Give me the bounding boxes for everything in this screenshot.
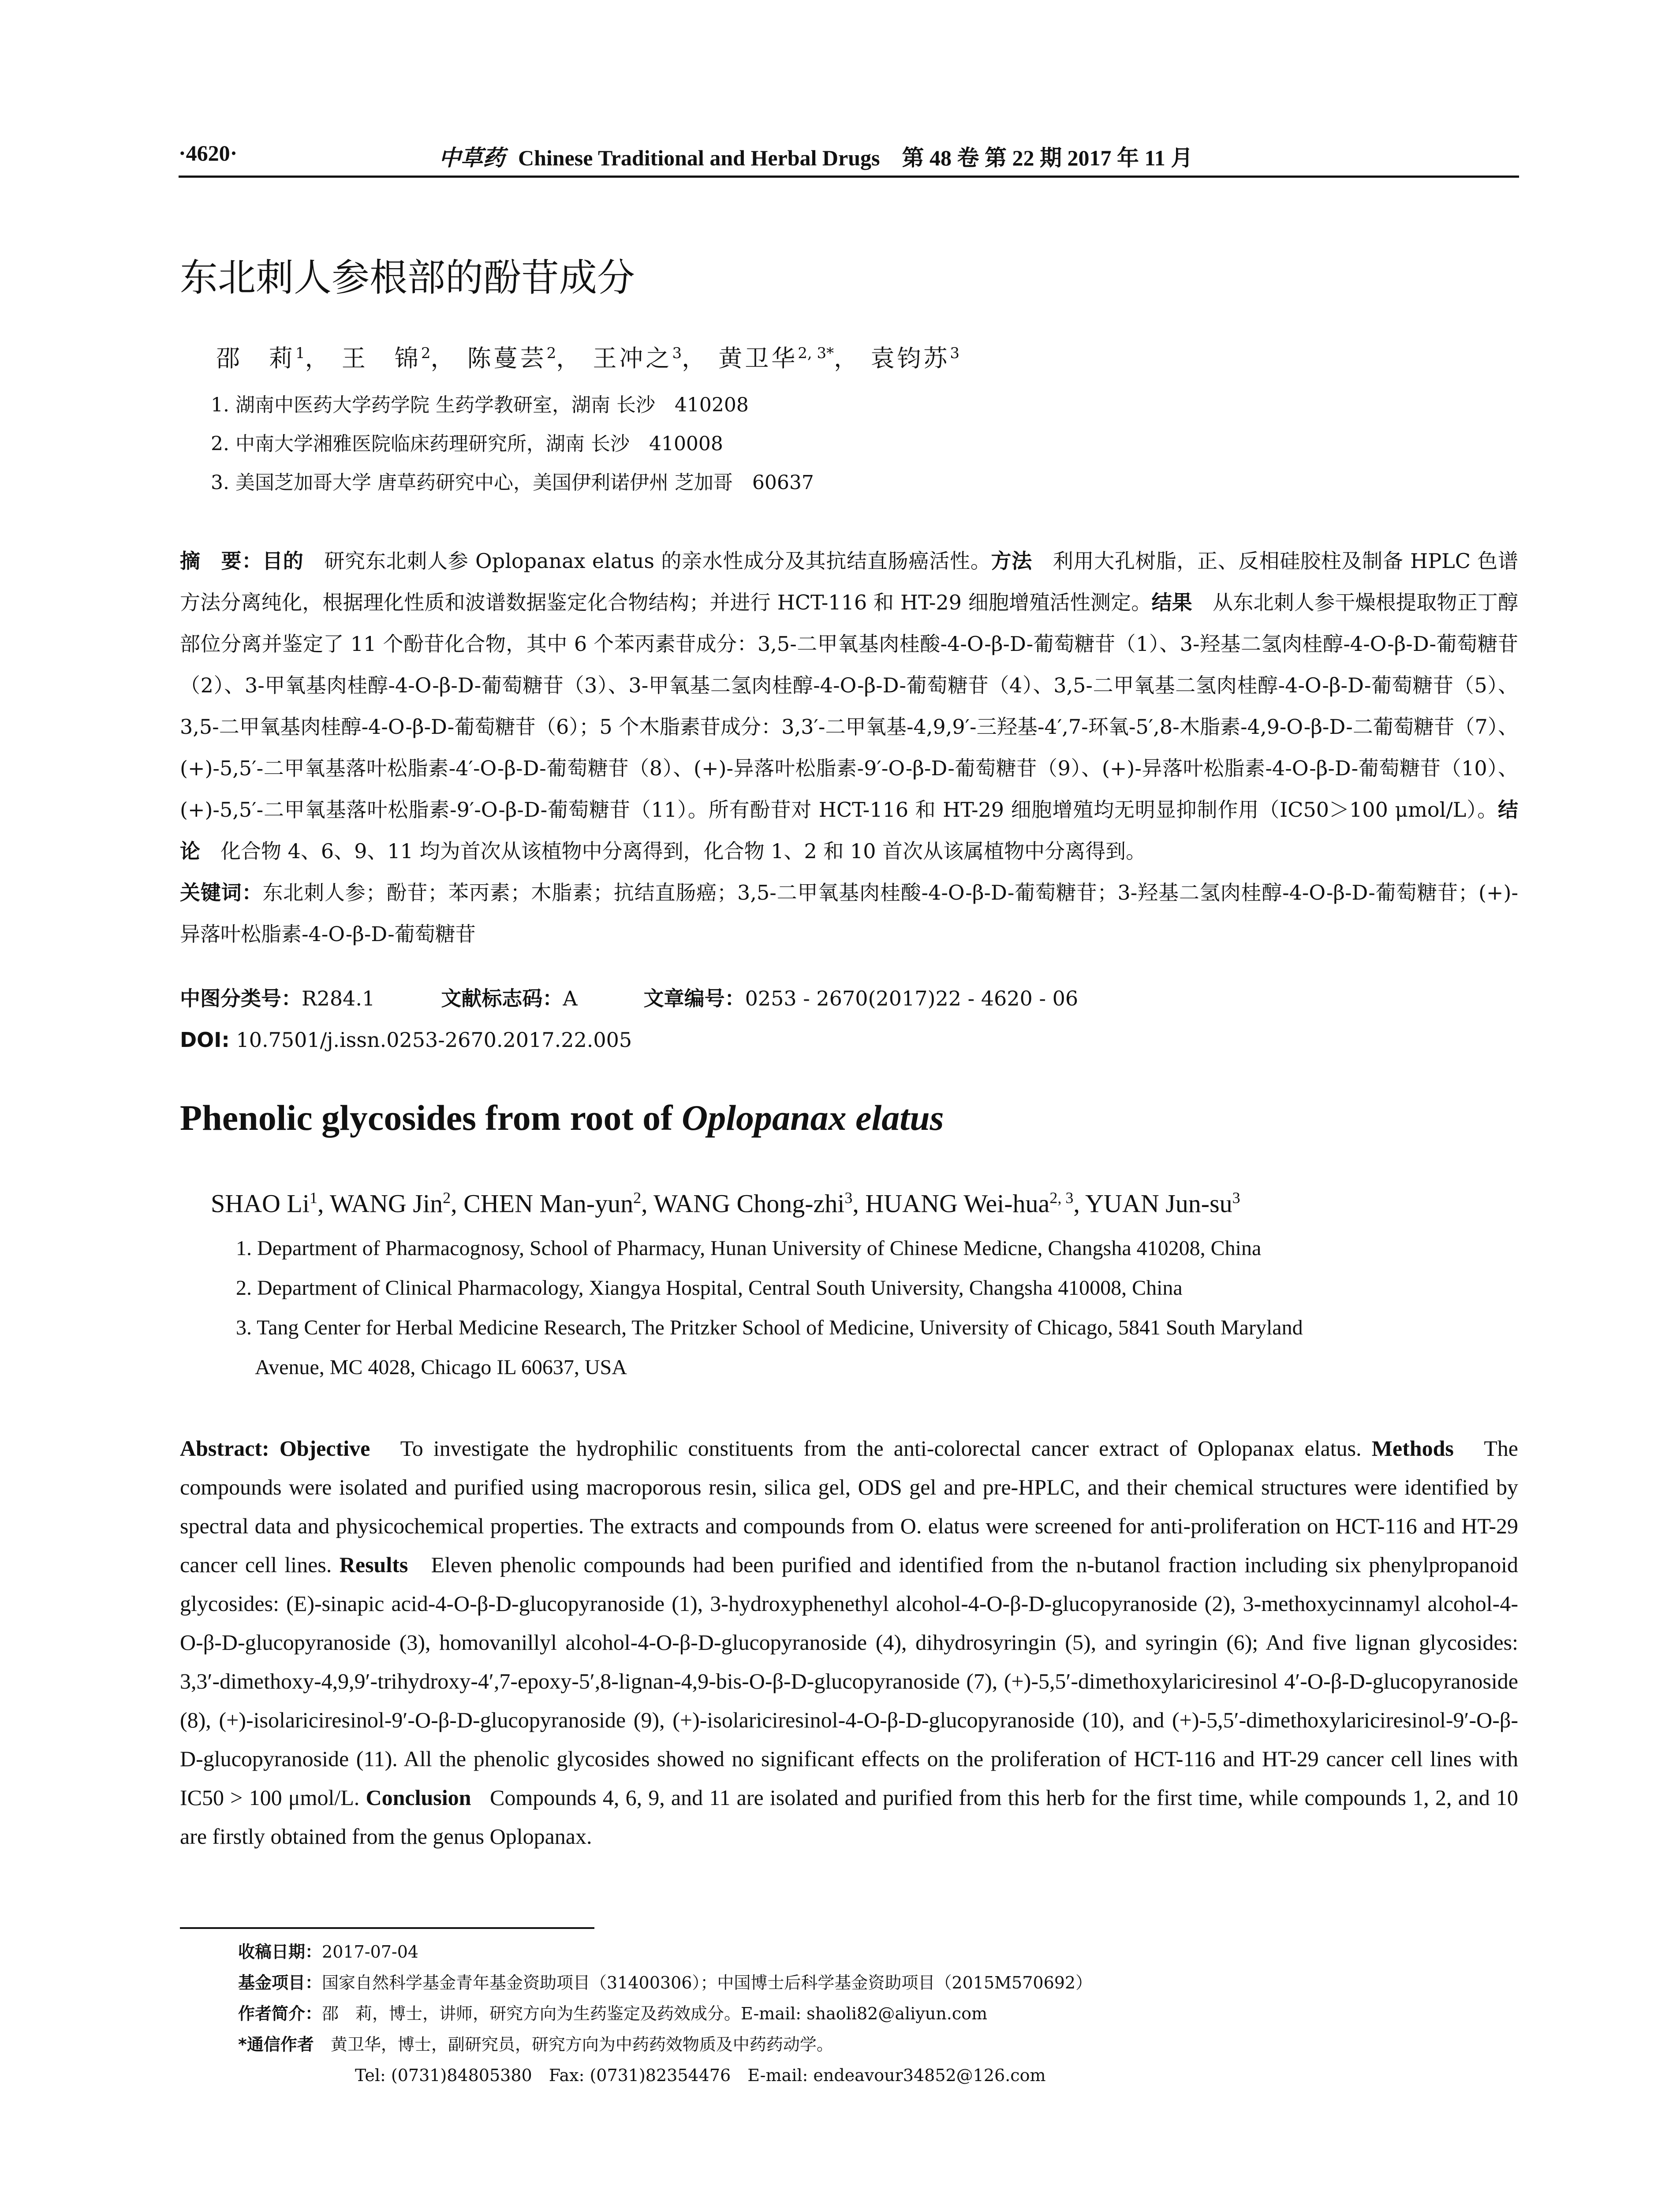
abstract-label: Abstract: xyxy=(180,1436,269,1461)
chinese-affiliation: 3. 美国芝加哥大学 唐草药研究中心，美国伊利诺伊州 芝加哥 60637 xyxy=(211,471,814,494)
author-affil-marker: 2 xyxy=(546,344,556,362)
author-affil-marker: 2 xyxy=(421,344,431,362)
abstract-label: 摘 要： xyxy=(180,549,263,573)
corresponding-author xyxy=(238,2031,833,2055)
author-name: SHAO Li xyxy=(211,1189,310,1218)
methods-label: Methods xyxy=(1371,1436,1454,1461)
article-no-value: 0253 - 2670(2017)22 - 4620 - 06 xyxy=(745,987,1079,1010)
author-affil-marker: 2, 3 xyxy=(1049,1189,1074,1207)
chinese-affiliation: 1. 湖南中医药大学药学院 生药学教研室，湖南 长沙 410208 xyxy=(211,394,749,416)
objective-label: Objective xyxy=(279,1436,370,1461)
author-affil-marker: 3 xyxy=(844,1189,853,1207)
author-separator: , xyxy=(641,1189,654,1218)
author-name: HUANG Wei-hua xyxy=(865,1189,1050,1218)
english-affiliation: 3. Tang Center for Herbal Medicine Research, The Pritzker School of Medicine, University of Chicago, 5841 South Maryland xyxy=(236,1316,1303,1339)
footnote-rule xyxy=(180,1927,594,1929)
author-affil-marker: 2 xyxy=(443,1189,451,1207)
english-abstract xyxy=(180,1429,1518,1856)
methods-text: The compounds were isolated and purified using macroporous resin, silica gel, ODS gel and pre-HPLC, and their chemical structures were identified by spectral data and physicochemical properties. The extracts and compounds from O. elatus were screened for anti-proliferation on HCT-116 and HT-29 cancer cell lines. xyxy=(180,1436,1518,1577)
doc-code-value: A xyxy=(563,987,578,1010)
author-name: WANG Chong-zhi xyxy=(653,1189,845,1218)
author-affil-marker: 3 xyxy=(950,344,959,362)
chinese-authors xyxy=(216,340,959,374)
classification-info xyxy=(180,978,1518,1061)
corr-label: *通信作者 xyxy=(238,2035,314,2054)
received-date xyxy=(238,1938,418,1962)
author-separator: ， xyxy=(305,344,332,372)
header-rule xyxy=(179,176,1519,178)
author-separator: , xyxy=(317,1189,330,1218)
conclusion-text: Compounds 4, 6, 9, and 11 are isolated and purified from this herb for the first time, while compounds 1, 2, and 10 are firstly obtained from the genus Oplopanax. xyxy=(180,1785,1519,1849)
funding-note xyxy=(238,1969,1092,1993)
author-name: 陈蔓芸 xyxy=(467,344,547,372)
author-name: WANG Jin xyxy=(329,1189,443,1218)
objective-label: 目的 xyxy=(262,549,304,573)
author-separator: ， xyxy=(682,344,709,372)
results-text: 从东北刺人参干燥根提取物正丁醇部位分离并鉴定了 11 个酚苷化合物，其中 6 个苯丙素苷成分：3,5-二甲氧基肉桂酸-4-O-β-D-葡萄糖苷（1）、3-羟基二氢肉桂醇-4-O-β-D-葡萄糖苷（2）、3-甲氧基肉桂醇-4-O-β-D-葡萄糖苷（3）、3-甲氧基二氢肉桂醇-4-O-β-D-葡萄糖苷（4）、3,5-二甲氧基二氢肉桂醇-4-O-β-D-葡萄糖苷（5）、3,5-二甲氧基肉桂醇-4-O-β-D-葡萄糖苷（6）；5 个木脂素苷成分：3,3′-二甲氧基-4,9,9′-三羟基-4′,7-环氧-5′,8-木脂素-4,9-O-β-D-二葡萄糖苷（7）、(+)-5,5′-二甲氧基落叶松脂素-4′-O-β-D-葡萄糖苷（8）、(+)-异落叶松脂素-9′-O-β-D-葡萄糖苷（9）、(+)-异落叶松脂素-4-O-β-D-葡萄糖苷（10）、(+)-5,5′-二甲氧基落叶松脂素-9′-O-β-D-葡萄糖苷（11）。所有酚苷对 HCT-116 和 HT-29 细胞增殖均无明显抑制作用（IC50＞100 μmol/L）。 xyxy=(180,590,1519,822)
results-text: Eleven phenolic compounds had been purified and identified from the n-butanol fraction including six phenylpropanoid glycosides: (E)-sinapic acid-4-O-β-D-glucopyranoside (1), 3-hydroxyphenethyl alcohol-4-O-β-D-glucopyranoside (2), 3-methoxycinnamyl alcohol-4-O-β-D-glucopyranoside (3), homovanillyl alcohol-4-O-β-D-glucopyranoside (4), dihydrosyringin (5), and syringin (6); And five lignan glycosides: 3,3′-dimethoxy-4,9,9′-trihydroxy-4′,7-epoxy-5′,8-lignan-4,9-bis-O-β-D-glucopyranoside (7), (+)-5,5′-dimethoxylariciresinol 4′-O-β-D-glucopyranoside (8), (+)-isolariciresinol-9′-O-β-D-glucopyranoside (9), (+)-isolariciresinol-4-O-β-D-glucopyranoside (10), and (+)-5,5′-dimethoxylariciresinol-9′-O-β-D-glucopyranoside (11). All the phenolic glycosides showed no significant effects on the proliferation of HCT-116 and HT-29 cancer cell lines with IC50 > 100 μmol/L. xyxy=(180,1552,1518,1810)
corr-value: 黄卫华，博士，副研究员，研究方向为中药药效物质及中药药动学。 xyxy=(330,2035,833,2054)
doi-value: 10.7501/j.issn.0253-2670.2017.22.005 xyxy=(236,1028,632,1052)
author-affil-marker: 3 xyxy=(1232,1189,1240,1207)
english-authors xyxy=(211,1188,1240,1218)
conclusion-label: 结论 xyxy=(180,798,1518,863)
author-name: 王 锦 xyxy=(341,344,421,372)
author-separator: ， xyxy=(430,344,457,372)
fund-value: 国家自然科学基金青年基金资助项目（31400306）；中国博士后科学基金资助项目（2015M570692） xyxy=(322,1973,1093,1992)
author-name: 王冲之 xyxy=(593,344,672,372)
journal-issue: Chinese Traditional and Herbal Drugs 第 48 卷 第 22 期 2017 年 11 月 xyxy=(518,146,1193,170)
english-affiliation: 2. Department of Clinical Pharmacology, Xiangya Hospital, Central South University, Changsha 410008, China xyxy=(236,1276,1183,1300)
methods-text: 利用大孔树脂，正、反相硅胶柱及制备 HPLC 色谱方法分离纯化，根据理化性质和波谱数据鉴定化合物结构；并进行 HCT-116 和 HT-29 细胞增殖活性测定。 xyxy=(180,549,1519,614)
results-label: Results xyxy=(339,1552,408,1577)
clc-label: 中图分类号： xyxy=(180,987,302,1010)
author-separator: , xyxy=(1073,1189,1086,1218)
english-affiliation: Avenue, MC 4028, Chicago IL 60637, USA xyxy=(255,1356,627,1379)
author-affil-marker: 1 xyxy=(309,1189,317,1207)
chinese-title: 东北刺人参根部的酚苷成分 xyxy=(180,256,635,300)
english-title xyxy=(180,1097,944,1139)
author-affil-marker: 2 xyxy=(633,1189,642,1207)
author-bio xyxy=(238,2000,987,2024)
received-label: 收稿日期： xyxy=(238,1942,322,1962)
corresponding-contact: Tel: (0731)84805380 Fax: (0731)82354476 E-mail: endeavour34852@126.com xyxy=(355,2066,1046,2085)
fund-label: 基金项目： xyxy=(238,1973,322,1992)
methods-label: 方法 xyxy=(991,549,1033,573)
chinese-affiliation: 2. 中南大学湘雅医院临床药理研究所，湖南 长沙 410008 xyxy=(211,433,723,455)
author-affil-marker: 1 xyxy=(295,344,305,362)
keywords-label: 关键词： xyxy=(180,881,263,904)
conclusion-text: 化合物 4、6、9、11 均为首次从该植物中分离得到，化合物 1、2 和 10 首次从该属植物中分离得到。 xyxy=(220,839,1146,863)
objective-text: To investigate the hydrophilic constituents from the anti-colorectal cancer extract of Oplopanax elatus. xyxy=(400,1436,1362,1461)
author-name: YUAN Jun-su xyxy=(1085,1189,1232,1218)
author-name: 邵 莉 xyxy=(216,344,295,372)
objective-text: 研究东北刺人参 Oplopanax elatus 的亲水性成分及其抗结直肠癌活性。 xyxy=(324,549,991,573)
author-separator: ， xyxy=(834,344,861,372)
page-number: ·4620· xyxy=(179,141,238,165)
author-bio-value: 邵 莉，博士，讲师，研究方向为生药鉴定及药效成分。E-mail: shaoli82@aliyun.com xyxy=(322,2004,987,2023)
author-bio-label: 作者简介： xyxy=(238,2004,322,2023)
author-name: 袁钧苏 xyxy=(870,344,950,372)
author-name: 黄卫华 xyxy=(718,344,798,372)
keywords-text: 东北刺人参；酚苷；苯丙素；木脂素；抗结直肠癌；3,5-二甲氧基肉桂酸-4-O-β-D-葡萄糖苷；3-羟基二氢肉桂醇-4-O-β-D-葡萄糖苷；(+)-异落叶松脂素-4-O-β-D-葡萄糖苷 xyxy=(180,881,1519,946)
article-no-label: 文章编号： xyxy=(643,987,745,1010)
author-separator: , xyxy=(451,1189,464,1218)
running-header xyxy=(179,140,1519,176)
english-title-species: Oplopanax elatus xyxy=(682,1098,944,1138)
received-value: 2017-07-04 xyxy=(322,1942,419,1962)
author-name: CHEN Man-yun xyxy=(463,1189,634,1218)
english-affiliation: 1. Department of Pharmacognosy, School of Pharmacy, Hunan University of Chinese Medicne, Changsha 410208, China xyxy=(236,1237,1262,1260)
journal-info xyxy=(439,140,1193,172)
doi-label: DOI: xyxy=(180,1028,230,1052)
journal-logo: 中草药 xyxy=(439,145,505,171)
english-title-main: Phenolic glycosides from root of xyxy=(180,1098,682,1138)
author-affil-marker: 2, 3* xyxy=(798,344,834,362)
results-label: 结果 xyxy=(1151,590,1192,614)
author-affil-marker: 3 xyxy=(672,344,682,362)
clc-value: R284.1 xyxy=(302,987,375,1010)
conclusion-label: Conclusion xyxy=(366,1785,471,1810)
author-separator: , xyxy=(852,1189,866,1218)
doc-code-label: 文献标志码： xyxy=(441,987,563,1010)
chinese-abstract xyxy=(180,540,1518,955)
author-separator: ， xyxy=(556,344,583,372)
